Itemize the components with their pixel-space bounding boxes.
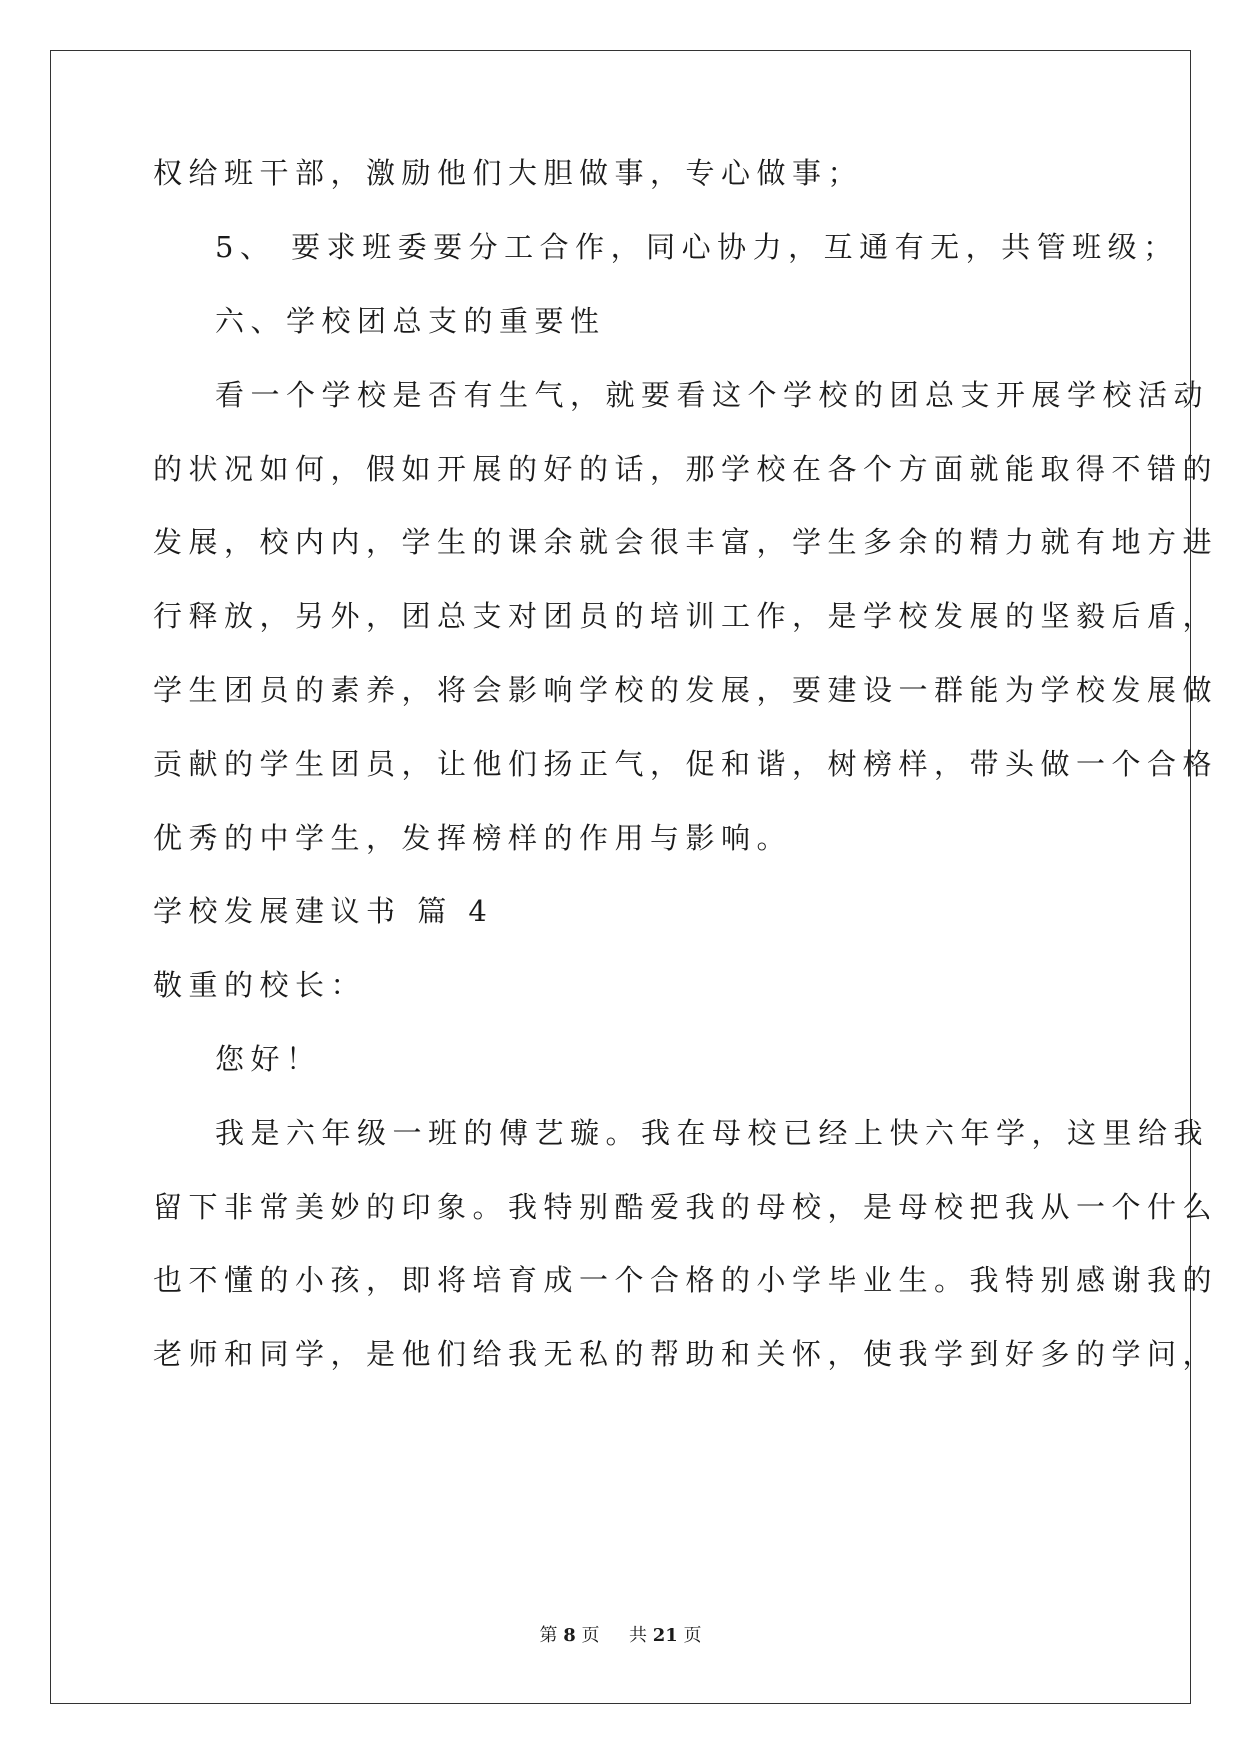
text-line-17: 老师和同学，是他们给我无私的帮助和关怀，使我学到好多的学问， bbox=[153, 1337, 1219, 1371]
page-prefix: 第 bbox=[539, 1625, 558, 1646]
text-line-7: 行释放，另外，团总支对团员的培训工作，是学校发展的坚毅后盾， bbox=[153, 599, 1219, 633]
total-prefix: 共 bbox=[628, 1625, 647, 1646]
page-footer bbox=[0, 1624, 1241, 1648]
section-heading: 六、学校团总支的重要性 bbox=[215, 304, 606, 338]
text-line-15: 留下非常美妙的印象。我特别酷爱我的母校，是母校把我从一个什么 bbox=[153, 1190, 1219, 1224]
page-border bbox=[50, 50, 1191, 1704]
total-suffix: 页 bbox=[683, 1625, 702, 1646]
total-pages: 21 bbox=[652, 1625, 678, 1646]
text-line-4: 看一个学校是否有生气，就要看这个学校的团总支开展学校活动 bbox=[215, 378, 1210, 412]
greeting: 您好！ bbox=[215, 1042, 322, 1076]
text-line-8: 学生团员的素养，将会影响学校的发展，要建设一群能为学校发展做 bbox=[153, 673, 1219, 707]
text-line-2: 5、 要求班委要分工合作，同心协力，互通有无，共管班级； bbox=[215, 230, 1179, 264]
salutation: 敬重的校长： bbox=[153, 968, 367, 1002]
text-line-1: 权给班干部，激励他们大胆做事，专心做事； bbox=[153, 156, 864, 190]
text-line-14: 我是六年级一班的傅艺璇。我在母校已经上快六年学，这里给我 bbox=[215, 1116, 1210, 1150]
text-line-5: 的状况如何，假如开展的好的话，那学校在各个方面就能取得不错的 bbox=[153, 452, 1219, 486]
text-line-6: 发展，校内内，学生的课余就会很丰富，学生多余的精力就有地方进 bbox=[153, 525, 1219, 559]
text-line-16: 也不懂的小孩，即将培育成一个合格的小学毕业生。我特别感谢我的 bbox=[153, 1263, 1219, 1297]
page-number: 8 bbox=[563, 1625, 576, 1646]
page-suffix: 页 bbox=[581, 1625, 600, 1646]
text-line-10: 优秀的中学生，发挥榜样的作用与影响。 bbox=[153, 821, 793, 855]
article-title: 学校发展建议书 篇 4 bbox=[153, 894, 494, 928]
text-line-9: 贡献的学生团员，让他们扬正气，促和谐，树榜样，带头做一个合格 bbox=[153, 747, 1219, 781]
